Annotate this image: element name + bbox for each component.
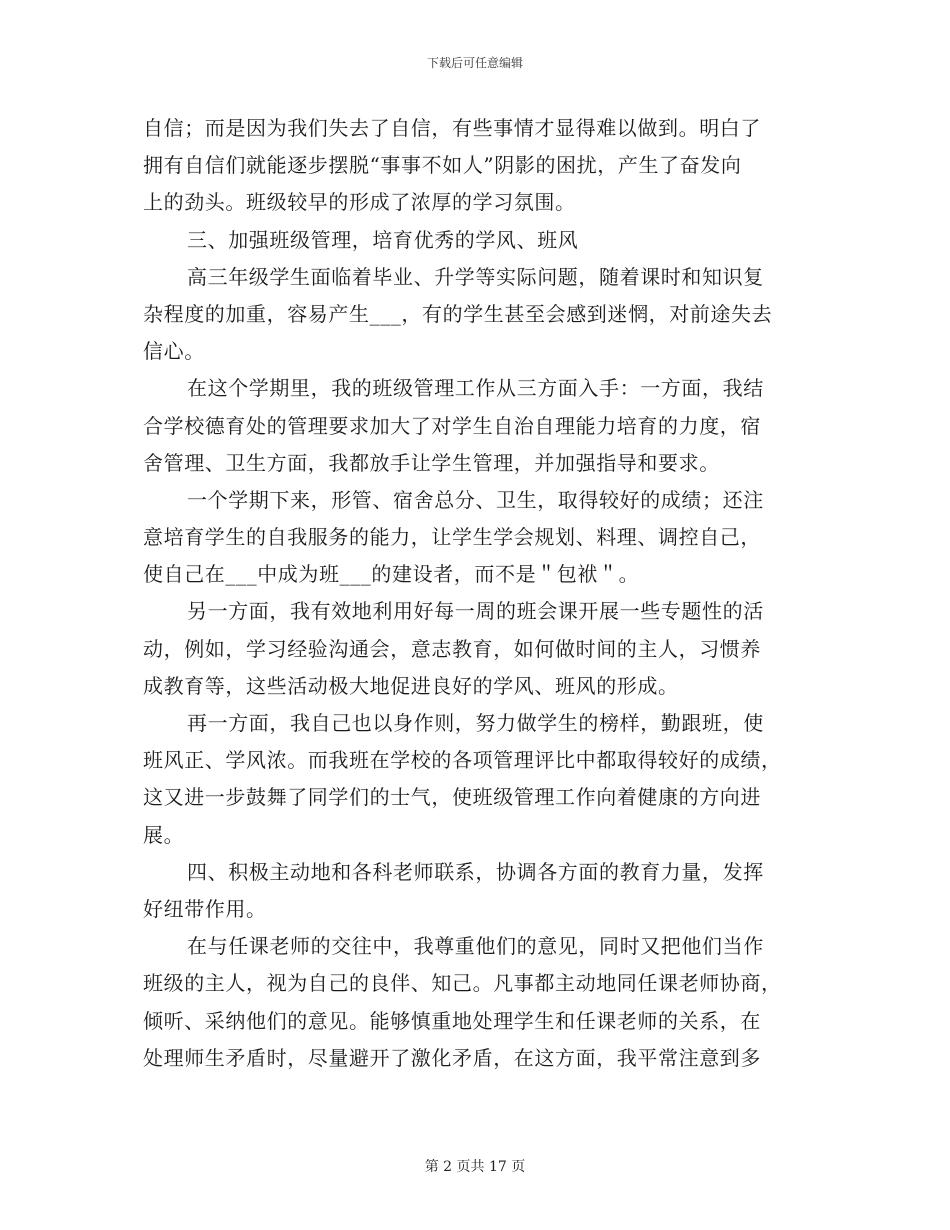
page-number: 第 2 页共 17 页 bbox=[424, 1159, 526, 1175]
text-line: 自信；而是因为我们失去了自信，有些事情才显得难以做到。明白了 bbox=[143, 116, 761, 140]
text-line: 上的劲头。班级较早的形成了浓厚的学习氛围。 bbox=[143, 190, 576, 215]
text-line: 在与任课老师的交往中，我尊重他们的意见，同时又把他们当作 bbox=[187, 934, 764, 959]
text-line: 拥有自信们就能逐步摆脱“事事不如人”阴影的困扰，产生了奋发向 bbox=[143, 153, 742, 178]
text-line: 再一方面，我自己也以身作则，努力做学生的榜样，勤跟班，使 bbox=[187, 711, 764, 735]
text-line: 动，例如，学习经验沟通会，意志教育，如何做时间的主人，习惯养 bbox=[143, 636, 761, 661]
document-body bbox=[143, 110, 809, 1077]
page-header-note: 下载后可任意编辑 bbox=[426, 56, 523, 70]
text-line: 倾听、采纳他们的意见。能够慎重地处理学生和任课老师的关系，在 bbox=[143, 1008, 761, 1033]
text-line: 处理师生矛盾时，尽量避开了激化矛盾，在这方面，我平常注意到多 bbox=[143, 1045, 761, 1070]
text-line: 班风正、学风浓。而我班在学校的各项管理评比中都取得较好的成绩， bbox=[143, 748, 782, 773]
text-line: 班级的主人，视为自己的良伴、知己。凡事都主动地同任课老师协商， bbox=[143, 971, 782, 996]
section-heading: 三、加强班级管理，培育优秀的学风、班风 bbox=[187, 227, 579, 252]
text-line: 在这个学期里，我的班级管理工作从三方面入手：一方面，我结 bbox=[187, 376, 764, 401]
text-line: 另一方面，我有效地利用好每一周的班会课开展一些专题性的活 bbox=[187, 599, 764, 624]
text-line: 信心。 bbox=[143, 339, 205, 364]
text-line: 这又进一步鼓舞了同学们的士气，使班级管理工作向着健康的方向进 bbox=[143, 785, 761, 810]
text-line: 使自己在___中成为班___的建设者，而不是＂包袱＂。 bbox=[143, 562, 640, 587]
section-heading: 好纽带作用。 bbox=[143, 896, 267, 921]
text-line: 合学校德育处的管理要求加大了对学生自治自理能力培育的力度，宿 bbox=[143, 413, 761, 438]
text-line: 一个学期下来，形管、宿舍总分、卫生，取得较好的成绩；还注 bbox=[187, 487, 764, 512]
text-line: 意培育学生的自我服务的能力，让学生学会规划、料理、调控自己， bbox=[143, 525, 761, 550]
text-line: 成教育等，这些活动极大地促进良好的学风、班风的形成。 bbox=[143, 673, 679, 698]
text-line: 舍管理、卫生方面，我都放手让学生管理，并加强指导和要求。 bbox=[143, 450, 720, 475]
section-heading: 四、积极主动地和各科老师联系，协调各方面的教育力量，发挥 bbox=[187, 859, 764, 884]
text-line: 展。 bbox=[143, 822, 185, 847]
text-line: 杂程度的加重，容易产生___，有的学生甚至会感到迷惘，对前途失去 bbox=[143, 301, 773, 326]
text-line: 高三年级学生面临着毕业、升学等实际问题，随着课时和知识复 bbox=[187, 264, 764, 289]
